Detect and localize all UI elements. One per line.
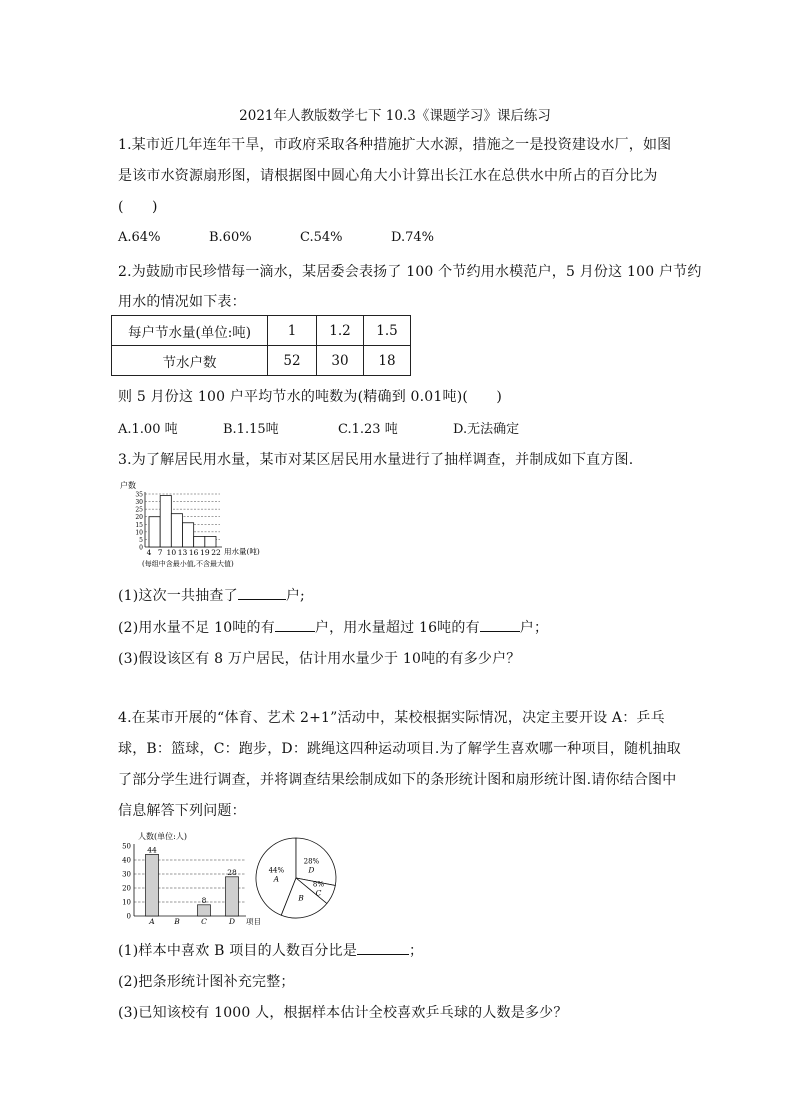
q2-option-b: B.1.15吨 [223, 422, 279, 437]
q3-sub-1-text: (1)这次一共抽查了 [118, 588, 238, 604]
q2-line-3: 则 5 月份这 100 户平均节水的吨数为(精确到 0.01吨)( ) [118, 389, 503, 405]
q2-option-a: A.1.00 吨 [118, 422, 178, 437]
table-cell: 52 [268, 346, 317, 376]
histogram-bar [183, 523, 194, 547]
pie-category-label: C [315, 888, 322, 898]
histogram-y-tick: 0 [139, 544, 143, 552]
histogram-note: (每组中含最小值,不含最大值) [142, 560, 234, 568]
bar-chart-x-tick: D [228, 917, 236, 926]
answer-blank[interactable] [275, 617, 315, 632]
table-header-cell: 每户节水量(单位:吨) [112, 316, 268, 346]
sports-pie-chart [250, 832, 342, 924]
histogram-x-tick: 19 [200, 548, 210, 557]
answer-blank[interactable] [357, 940, 409, 955]
bar-chart-x-label: 项目 [246, 917, 261, 926]
table-cell: 30 [317, 346, 364, 376]
q4-line-3: 了部分学生进行调查，并将调查结果绘制成如下的条形统计图和扇形统计图.请你结合图中 [118, 772, 677, 788]
q3-sub-2-text-a: (2)用水量不足 10吨的有 [118, 620, 275, 636]
histogram-y-tick: 20 [135, 514, 143, 522]
bar-chart-data-label: 28 [227, 867, 237, 877]
bar-chart-bar [226, 877, 239, 916]
q4-sub-1-end: ； [409, 943, 424, 959]
histogram-y-tick: 35 [135, 491, 143, 499]
histogram-y-tick: 10 [135, 529, 143, 537]
bar-chart-y-tick: 30 [122, 870, 131, 879]
table-row [112, 316, 411, 346]
table-cell: 1 [268, 316, 317, 346]
q4-line-4: 信息解答下列问题： [118, 803, 246, 819]
histogram-y-tick: 30 [135, 499, 143, 507]
q3-sub-2-text-b: 户，用水量超过 16吨的有 [314, 620, 480, 636]
histogram-y-tick: 15 [135, 521, 143, 529]
q2-option-d: D.无法确定 [453, 422, 520, 437]
pie-category-label: D [308, 865, 315, 875]
bar-chart-y-tick: 50 [122, 842, 131, 851]
bar-chart-x-tick: C [201, 917, 207, 926]
histogram-x-tick: 4 [146, 548, 152, 557]
pie-percent-label: 8% [312, 880, 324, 889]
q1-line-2: 是该市水资源扇形图，请根据图中圆心角大小计算出长江水在总供水中所占的百分比为 [118, 168, 658, 184]
table-header-cell: 节水户数 [112, 346, 268, 376]
answer-blank[interactable] [238, 585, 286, 600]
q3-line-1: 3.为了解居民用水量，某市对某区居民用水量进行了抽样调查，并制成如下直方图. [118, 452, 634, 468]
histogram-x-tick: 13 [177, 548, 188, 557]
histogram-x-tick: 7 [157, 548, 163, 557]
q2-option-c: C.1.23 吨 [338, 422, 398, 437]
bar-chart-bar [198, 905, 211, 916]
q1-option-d: D.74% [391, 230, 434, 245]
histogram-x-label: 用水量(吨) [224, 547, 260, 556]
histogram-x-tick: 10 [166, 548, 177, 557]
histogram-bar [149, 517, 160, 547]
q1-option-c: C.54% [300, 230, 343, 245]
q4-line-2: 球，B：篮球，C：跑步，D：跳绳这四种运动项目.为了解学生喜欢哪一种项目，随机抽取 [118, 741, 681, 757]
pie-category-label: A [273, 874, 280, 884]
q3-sub-2 [118, 617, 548, 637]
histogram-y-tick: 5 [139, 536, 143, 544]
q3-sub-1-unit: 户; [285, 588, 305, 604]
table-cell: 1.2 [317, 316, 364, 346]
q2-line-1: 2.为鼓励市民珍惜每一滴水，某居委会表扬了 100 个节约用水模范户，5 月份这 100 户节约 [118, 264, 702, 280]
water-usage-histogram [118, 478, 318, 578]
pie-percent-label: 28% [303, 857, 320, 866]
q2-line-2: 用水的情况如下表： [118, 294, 246, 310]
pie-percent-label: 44% [268, 866, 285, 875]
bar-chart-y-tick: 40 [122, 856, 131, 865]
page-title: 2021年人教版数学七下 10.3《课题学习》课后练习 [239, 108, 551, 124]
water-saving-table [111, 315, 411, 376]
q1-paren: ( ) [118, 199, 158, 215]
histogram-bar [171, 514, 182, 547]
q3-sub-2-text-c: 户； [519, 620, 549, 636]
histogram-bar [160, 496, 171, 547]
bar-chart-y-tick: 10 [122, 898, 131, 907]
q4-line-1: 4.在某市开展的“体育、艺术 2+1”活动中，某校根据实际情况，决定主要开设 A：乒乓 [118, 710, 665, 726]
histogram-x-tick: 16 [188, 548, 199, 557]
pie-category-label: B [298, 893, 304, 903]
table-cell: 18 [364, 346, 411, 376]
q1-option-a: A.64% [118, 230, 161, 245]
bar-chart-y-tick: 0 [126, 912, 131, 921]
histogram-y-label: 户数 [120, 481, 136, 490]
answer-blank[interactable] [480, 617, 520, 632]
q4-sub-1 [118, 940, 423, 960]
histogram-bar [194, 536, 205, 547]
sports-bar-chart [118, 830, 261, 930]
q4-sub-3: (3)已知该校有 1000 人，根据样本估计全校喜欢乒乓球的人数是多少？ [118, 1005, 568, 1021]
q3-sub-3: (3)假设该区有 8 万户居民，估计用水量少于 10吨的有多少户？ [118, 651, 521, 667]
histogram-x-tick: 22 [211, 548, 221, 557]
bar-chart-y-tick: 20 [122, 884, 131, 893]
q1-line-1: 1.某市近几年连年干旱，市政府采取各种措施扩大水源，措施之一是投资建设水厂，如图 [118, 137, 672, 153]
bar-chart-bar [146, 854, 159, 916]
q4-sub-1-text: (1)样本中喜欢 B 项目的人数百分比是 [118, 943, 358, 959]
q3-sub-1 [118, 585, 305, 605]
bar-chart-y-label: 人数(单位:人) [138, 832, 187, 841]
q4-sub-2: (2)把条形统计图补充完整； [118, 974, 295, 990]
table-row [112, 346, 411, 376]
table-cell: 1.5 [364, 316, 411, 346]
bar-chart-x-tick: A [149, 917, 155, 926]
bar-chart-data-label: 44 [147, 845, 157, 855]
histogram-bar [205, 536, 216, 547]
bar-chart-data-label: 8 [201, 895, 207, 905]
q1-option-b: B.60% [209, 230, 252, 245]
histogram-y-tick: 25 [135, 506, 143, 514]
bar-chart-x-tick: B [174, 917, 180, 926]
